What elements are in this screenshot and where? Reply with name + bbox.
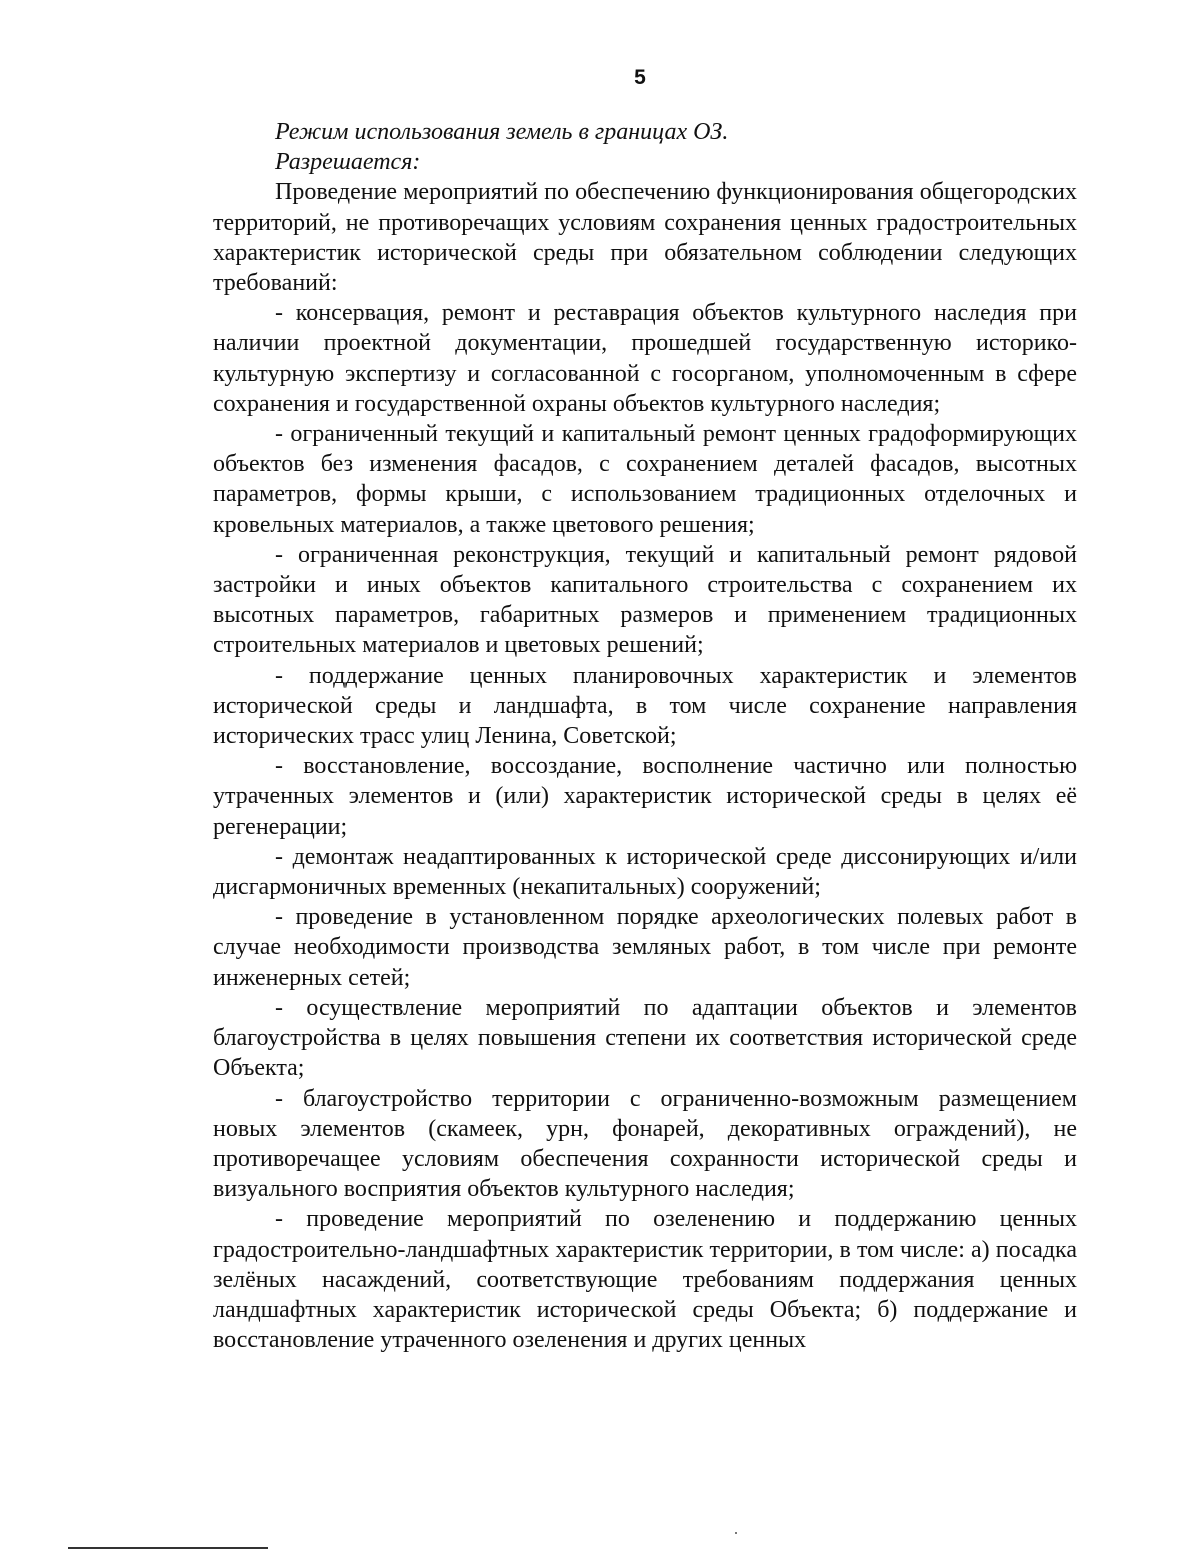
intro-paragraph: Проведение мероприятий по обеспечению функционирования общегородских территорий, не противоречащих условиям сохранения ценных градостроительных характеристик исторической среды при обязательном соблюдении следующих требований: xyxy=(213,179,1077,297)
section-subtitle: Разрешается: xyxy=(275,149,421,176)
section-title: Режим использования земель в границах ОЗ. xyxy=(275,119,729,145)
footnote-separator xyxy=(68,1547,268,1549)
greening-sub-b: б) поддержание и восстановление утраченного озеленения и других ценных xyxy=(213,1296,1077,1354)
page-number: 5 xyxy=(634,66,646,89)
list-item: - восстановление, воссоздание, восполнение частично или полностью утраченных элементов и (или) характеристик исторической среды в целях её регенерации; xyxy=(213,753,1077,840)
list-item: - демонтаж неадаптированных к исторической среде диссонирующих и/или дисгармоничных временных (некапитальных) сооружений; xyxy=(213,843,1077,901)
list-item: - проведение в установленном порядке археологических полевых работ в случае необходимости производства земляных работ, в том числе при ремонте инженерных сетей; xyxy=(213,904,1077,991)
greening-sub-a: а) посадка зелёных насаждений, соответствующие требованиям поддержания ценных ландшафтных характеристик исторической среды Объекта; xyxy=(213,1236,1078,1323)
greening-lead: - проведение мероприятий по озеленению и поддержанию ценных градостроительно-ландшафтных характеристик территории, в том числе: xyxy=(213,1206,1077,1263)
list-item: - ограниченный текущий и капитальный ремонт ценных градоформирующих объектов без изменения фасадов, с сохранением деталей фасадов, высотных параметров, формы крыши, с использованием традиционных отделочных и кровельных материалов, а также цветового решения; xyxy=(213,421,1077,538)
list-item: - благоустройство территории с ограниченно-возможным размещением новых элементов (скамеек, урн, фонарей, декоративных ограждений), не противоречащее условиям обеспечения сохранности исторической среды и визуального восприятия объектов культурного наследия; xyxy=(213,1085,1077,1203)
document-body xyxy=(213,117,1077,1355)
list-item: - осуществление мероприятий по адаптации объектов и элементов благоустройства в целях повышения степени их соответствия исторической среде Объекта; xyxy=(213,994,1077,1082)
list-item: - консервация, ремонт и реставрация объектов культурного наследия при наличии проектной документации, прошедшей государственную историко-культурную экспертизу и согласованной с госорганом, уполномоченным в сфере сохранения и государственной охраны объектов культурного наследия; xyxy=(213,300,1077,417)
scan-speck xyxy=(735,1532,737,1534)
list-item: - ограниченная реконструкция, текущий и капитальный ремонт рядовой застройки и иных объектов капитального строительства с сохранением их высотных параметров, габаритных размеров и применением традиционных строительных материалов и цветовых решений; xyxy=(213,541,1077,659)
list-item-greening xyxy=(213,1204,1077,1355)
list-item: - поддержание ценных планировочных характеристик и элементов исторической среды и ландшафта, в том числе сохранение направления исторических трасс улиц Ленина, Советской; xyxy=(213,662,1077,750)
